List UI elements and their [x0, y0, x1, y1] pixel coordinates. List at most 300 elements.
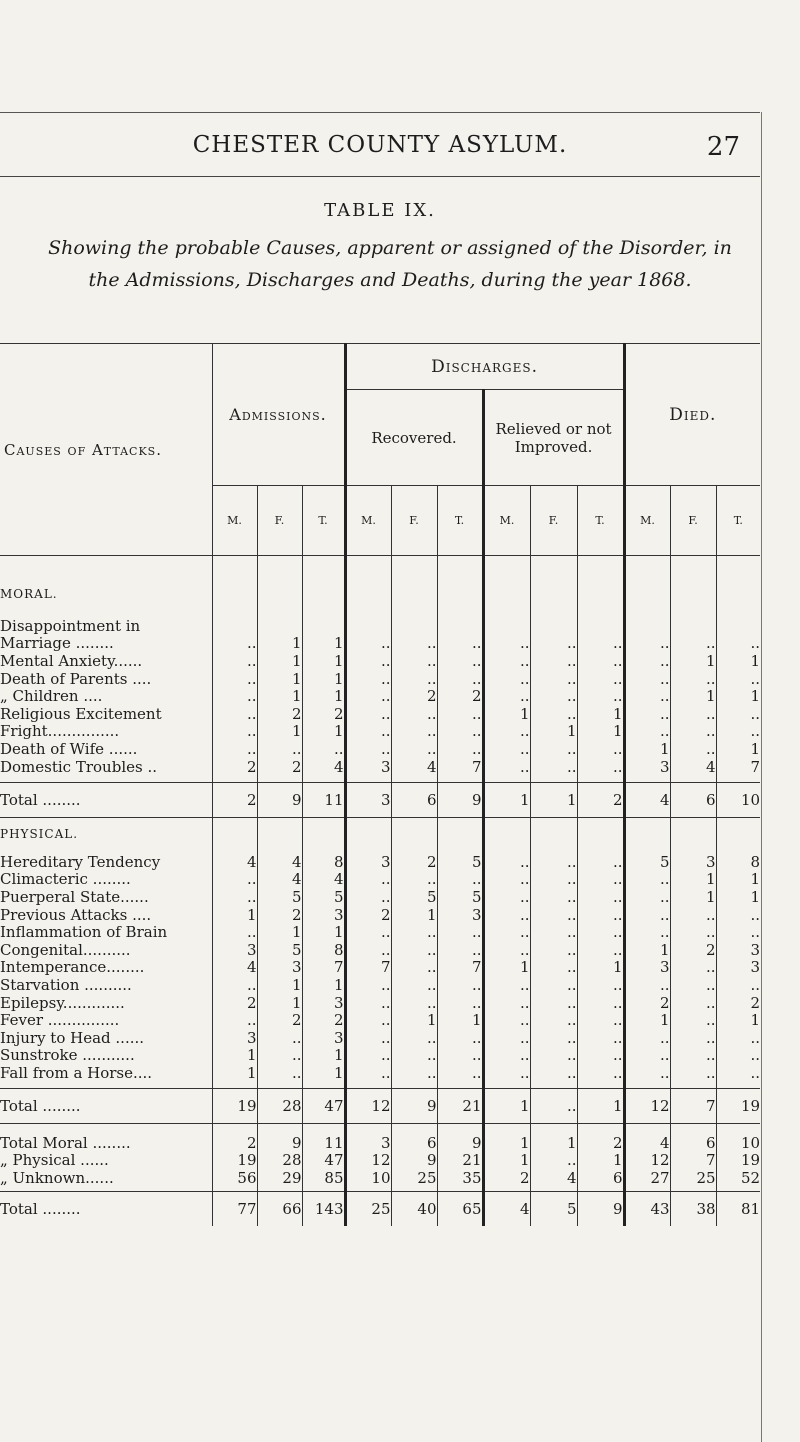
- cell-value: 11: [302, 782, 345, 817]
- summary-row: [0, 1169, 760, 1187]
- cell-value: ..: [437, 977, 483, 995]
- table-caption: Showing the probable Causes, apparent or assigned of the Disorder, in the Admissions, Discharges and Deaths, during the year 1868.: [48, 237, 732, 291]
- cell-value: 3: [302, 1029, 345, 1047]
- cell-value: 2: [302, 706, 345, 724]
- cell-value: 1: [577, 723, 624, 741]
- cell-value: ..: [212, 653, 257, 671]
- cell-value: 9: [391, 1152, 437, 1170]
- cell-value: ..: [391, 994, 437, 1012]
- cell-value: 1: [483, 959, 530, 977]
- cell-value: ..: [624, 977, 670, 995]
- row-label: Inflammation of Brain: [0, 923, 168, 942]
- cell-value: 56: [212, 1169, 257, 1187]
- row-label: Death of Parents ....: [0, 670, 152, 688]
- cell-value: 19: [716, 1089, 760, 1124]
- page-header: [0, 132, 760, 168]
- cell-value: 2: [257, 706, 302, 724]
- cell-value: 2: [391, 854, 437, 872]
- sub-died-t: T.: [716, 486, 760, 556]
- cell-value: 77: [212, 1192, 257, 1227]
- cell-value: ..: [577, 871, 624, 889]
- moral-heading-row: [0, 586, 760, 604]
- cell-value: [257, 618, 302, 636]
- cell-value: ..: [624, 723, 670, 741]
- cell-value: ..: [670, 1012, 716, 1030]
- sub-adm-m: M.: [212, 486, 257, 556]
- cell-value: 3: [212, 1029, 257, 1047]
- cell-value: 4: [212, 854, 257, 872]
- spacer-row: [0, 556, 760, 587]
- cell-value: 12: [624, 1152, 670, 1170]
- cell-value: ..: [345, 688, 391, 706]
- cell-value: ..: [391, 977, 437, 995]
- right-edge-rule: [761, 112, 762, 1442]
- sub-rec-m: M.: [345, 486, 391, 556]
- cell-value: ..: [670, 1065, 716, 1083]
- cell-value: ..: [483, 1012, 530, 1030]
- cell-value: 1: [577, 1089, 624, 1124]
- cell-value: ..: [483, 741, 530, 759]
- cell-value: 1: [257, 723, 302, 741]
- cell-value: ..: [212, 688, 257, 706]
- cell-value: ..: [483, 723, 530, 741]
- cell-value: 1: [391, 1012, 437, 1030]
- cell-value: ..: [483, 942, 530, 960]
- cell-value: 7: [437, 758, 483, 776]
- cell-value: ..: [530, 670, 577, 688]
- cell-value: ..: [670, 1029, 716, 1047]
- cell-value: ..: [716, 977, 760, 995]
- cell-value: ..: [345, 723, 391, 741]
- cell-value: ..: [391, 723, 437, 741]
- cell-value: 6: [670, 782, 716, 817]
- cell-value: 5: [624, 854, 670, 872]
- cell-value: 1: [257, 688, 302, 706]
- cell-value: 1: [716, 688, 760, 706]
- header-admissions: Admissions.: [212, 344, 345, 486]
- cell-value: ..: [577, 688, 624, 706]
- cell-value: 2: [257, 906, 302, 924]
- section-heading: MORAL.: [0, 587, 58, 602]
- cell-value: ..: [345, 653, 391, 671]
- cell-value: ..: [716, 723, 760, 741]
- cell-value: ..: [437, 994, 483, 1012]
- cell-value: 1: [577, 959, 624, 977]
- cell-value: 47: [302, 1089, 345, 1124]
- cell-value: ..: [670, 906, 716, 924]
- row-label: Climacteric ........: [0, 871, 131, 889]
- cell-value: ..: [437, 1047, 483, 1065]
- cell-value: ..: [257, 1047, 302, 1065]
- spacer-row: [0, 817, 760, 826]
- cell-value: ..: [391, 1047, 437, 1065]
- cell-value: ..: [483, 906, 530, 924]
- summary-row: [0, 1152, 760, 1170]
- cell-value: 81: [716, 1192, 760, 1227]
- cell-value: ..: [670, 924, 716, 942]
- cell-value: ..: [716, 635, 760, 653]
- cell-value: ..: [716, 670, 760, 688]
- cell-value: 1: [716, 889, 760, 907]
- cell-value: ..: [530, 994, 577, 1012]
- cell-value: 1: [212, 906, 257, 924]
- cell-value: ..: [624, 1065, 670, 1083]
- cell-value: ..: [483, 1029, 530, 1047]
- table-row: [0, 906, 760, 924]
- cell-value: ..: [624, 871, 670, 889]
- cell-value: ..: [716, 1047, 760, 1065]
- row-label: Starvation ..........: [0, 976, 132, 994]
- cell-value: ..: [437, 723, 483, 741]
- cell-value: 1: [257, 924, 302, 942]
- cell-value: ..: [345, 1047, 391, 1065]
- cell-value: ..: [577, 1065, 624, 1083]
- sub-rel-t: T.: [577, 486, 624, 556]
- cell-value: ..: [577, 977, 624, 995]
- cell-value: ..: [530, 959, 577, 977]
- cell-value: ..: [483, 889, 530, 907]
- cell-value: 65: [437, 1192, 483, 1227]
- cell-value: 4: [302, 871, 345, 889]
- cell-value: ..: [530, 706, 577, 724]
- table-row: [0, 1012, 760, 1030]
- table-row: [0, 924, 760, 942]
- cell-value: 12: [624, 1089, 670, 1124]
- cell-value: ..: [212, 741, 257, 759]
- cell-value: 1: [716, 1012, 760, 1030]
- sub-rel-f: F.: [530, 486, 577, 556]
- cell-value: 3: [716, 959, 760, 977]
- cell-value: 1: [624, 1012, 670, 1030]
- cell-value: 2: [212, 1134, 257, 1152]
- cell-value: ..: [483, 871, 530, 889]
- cell-value: ..: [345, 924, 391, 942]
- cell-value: 9: [577, 1192, 624, 1227]
- cell-value: 1: [257, 653, 302, 671]
- cell-value: ..: [670, 670, 716, 688]
- cell-value: 1: [391, 906, 437, 924]
- header-recovered: Recovered.: [345, 390, 483, 486]
- cell-value: 4: [624, 782, 670, 817]
- cell-value: [670, 618, 716, 636]
- cell-value: ..: [716, 706, 760, 724]
- table-row: [0, 723, 760, 741]
- table-row: [0, 959, 760, 977]
- cell-value: 12: [345, 1152, 391, 1170]
- row-label: Puerperal State......: [0, 888, 149, 907]
- cell-value: 38: [670, 1192, 716, 1227]
- table-row: [0, 741, 760, 759]
- cell-value: ..: [483, 1047, 530, 1065]
- cell-value: ..: [391, 670, 437, 688]
- cell-value: 1: [716, 653, 760, 671]
- cell-value: ..: [670, 994, 716, 1012]
- cell-value: 21: [437, 1152, 483, 1170]
- cell-value: 28: [257, 1152, 302, 1170]
- cell-value: 4: [483, 1192, 530, 1227]
- spacer-row: [0, 1124, 760, 1135]
- table-row: [0, 618, 760, 636]
- cell-value: 1: [530, 782, 577, 817]
- cell-value: 29: [257, 1169, 302, 1187]
- cell-value: [530, 618, 577, 636]
- cell-value: 19: [716, 1152, 760, 1170]
- row-label: Fright...............: [0, 723, 120, 741]
- cell-value: ..: [716, 1029, 760, 1047]
- cell-value: ..: [391, 1065, 437, 1083]
- cell-value: 35: [437, 1169, 483, 1187]
- cell-value: [483, 618, 530, 636]
- header-died: Died.: [624, 344, 760, 486]
- cell-value: ..: [530, 635, 577, 653]
- cell-value: ..: [302, 741, 345, 759]
- cell-value: ..: [212, 670, 257, 688]
- cell-value: ..: [530, 889, 577, 907]
- cell-value: ..: [530, 741, 577, 759]
- cell-value: ..: [345, 889, 391, 907]
- cell-value: ..: [483, 1065, 530, 1083]
- cell-value: 3: [716, 942, 760, 960]
- cell-value: ..: [437, 942, 483, 960]
- cell-value: 1: [530, 1134, 577, 1152]
- cell-value: 1: [483, 1152, 530, 1170]
- cell-value: 9: [437, 1134, 483, 1152]
- cell-value: ..: [577, 942, 624, 960]
- cell-value: 2: [257, 1012, 302, 1030]
- cell-value: 1: [257, 977, 302, 995]
- cell-value: ..: [345, 871, 391, 889]
- cell-value: ..: [577, 741, 624, 759]
- cell-value: ..: [530, 977, 577, 995]
- cell-value: ..: [345, 741, 391, 759]
- cell-value: 5: [437, 889, 483, 907]
- cell-value: ..: [345, 635, 391, 653]
- cell-value: 2: [257, 758, 302, 776]
- cell-value: ..: [670, 1047, 716, 1065]
- cell-value: ..: [530, 1047, 577, 1065]
- cell-value: 7: [670, 1152, 716, 1170]
- table-row: [0, 942, 760, 960]
- cell-value: 6: [391, 782, 437, 817]
- cell-value: 2: [302, 1012, 345, 1030]
- row-label: Disappointment in: [0, 617, 141, 635]
- cell-value: ..: [257, 1065, 302, 1083]
- cell-value: ..: [391, 653, 437, 671]
- cell-value: ..: [345, 670, 391, 688]
- cell-value: 1: [302, 723, 345, 741]
- cell-value: ..: [437, 1029, 483, 1047]
- section-heading: PHYSICAL.: [0, 827, 79, 842]
- cell-value: 25: [670, 1169, 716, 1187]
- cell-value: 4: [302, 758, 345, 776]
- cell-value: 1: [577, 1152, 624, 1170]
- row-label: Death of Wife ......: [0, 740, 138, 759]
- cell-value: ..: [716, 924, 760, 942]
- cell-value: ..: [624, 653, 670, 671]
- cell-value: 6: [670, 1134, 716, 1152]
- top-rule: [0, 112, 760, 113]
- cell-value: 1: [257, 635, 302, 653]
- cell-value: 3: [257, 959, 302, 977]
- cell-value: 85: [302, 1169, 345, 1187]
- running-head: CHESTER COUNTY ASYLUM.: [192, 132, 568, 158]
- cell-value: 7: [345, 959, 391, 977]
- row-label: Epilepsy.............: [0, 994, 125, 1012]
- cell-value: ..: [483, 635, 530, 653]
- cell-value: ..: [530, 871, 577, 889]
- cell-value: 1: [302, 977, 345, 995]
- table-row: [0, 1029, 760, 1047]
- cell-value: 9: [257, 782, 302, 817]
- cell-value: 25: [391, 1169, 437, 1187]
- row-label: Total Moral ........: [0, 1134, 131, 1152]
- cell-value: 2: [577, 782, 624, 817]
- sub-rec-t: T.: [437, 486, 483, 556]
- cell-value: ..: [437, 635, 483, 653]
- cell-value: 66: [257, 1192, 302, 1227]
- row-label: Fever ...............: [0, 1011, 120, 1030]
- cell-value: 1: [483, 1134, 530, 1152]
- cell-value: 6: [391, 1134, 437, 1152]
- header-causes: Causes of Attacks.: [0, 344, 212, 556]
- cell-value: 9: [257, 1134, 302, 1152]
- cell-value: ..: [530, 942, 577, 960]
- row-label: Total ........: [0, 1192, 212, 1227]
- cell-value: 21: [437, 1089, 483, 1124]
- cell-value: ..: [670, 723, 716, 741]
- cell-value: 2: [345, 906, 391, 924]
- moral-total-row: [0, 782, 760, 817]
- physical-total-row: [0, 1089, 760, 1124]
- cell-value: [577, 618, 624, 636]
- cell-value: ..: [530, 758, 577, 776]
- cell-value: ..: [483, 670, 530, 688]
- cell-value: 1: [577, 706, 624, 724]
- cell-value: 3: [345, 854, 391, 872]
- cell-value: 19: [212, 1152, 257, 1170]
- cell-value: ..: [483, 653, 530, 671]
- cell-value: 2: [212, 782, 257, 817]
- cell-value: 47: [302, 1152, 345, 1170]
- table-body: [0, 556, 760, 1227]
- row-label: Sunstroke ...........: [0, 1047, 135, 1065]
- cell-value: ..: [530, 1152, 577, 1170]
- cell-value: ..: [345, 977, 391, 995]
- table-row: [0, 653, 760, 671]
- cell-value: 4: [530, 1169, 577, 1187]
- cell-value: 1: [302, 670, 345, 688]
- cell-value: 1: [670, 688, 716, 706]
- table-row: [0, 1065, 760, 1083]
- cell-value: 3: [345, 782, 391, 817]
- cell-value: ..: [212, 977, 257, 995]
- row-label: Intemperance........: [0, 959, 145, 977]
- cell-value: ..: [483, 924, 530, 942]
- sub-died-f: F.: [670, 486, 716, 556]
- cell-value: 2: [437, 688, 483, 706]
- cell-value: 19: [212, 1089, 257, 1124]
- page-number: 27: [706, 132, 740, 162]
- cell-value: 1: [716, 871, 760, 889]
- cell-value: 1: [302, 924, 345, 942]
- cell-value: ..: [483, 977, 530, 995]
- cell-value: ..: [257, 1029, 302, 1047]
- sub-died-m: M.: [624, 486, 670, 556]
- cell-value: 3: [624, 959, 670, 977]
- cell-value: 1: [302, 688, 345, 706]
- cell-value: 3: [345, 758, 391, 776]
- cell-value: ..: [530, 906, 577, 924]
- cell-value: ..: [345, 1029, 391, 1047]
- cell-value: 11: [302, 1134, 345, 1152]
- cell-value: ..: [530, 1029, 577, 1047]
- cell-value: ..: [345, 994, 391, 1012]
- cell-value: ..: [212, 1012, 257, 1030]
- cell-value: ..: [437, 741, 483, 759]
- cell-value: ..: [716, 1065, 760, 1083]
- row-label: Previous Attacks ....: [0, 906, 152, 924]
- cell-value: 3: [302, 994, 345, 1012]
- cell-value: 3: [437, 906, 483, 924]
- cell-value: 3: [345, 1134, 391, 1152]
- row-label: „ Children ....: [0, 687, 103, 706]
- header-rule: [0, 176, 760, 177]
- cell-value: ..: [577, 1012, 624, 1030]
- cell-value: [302, 618, 345, 636]
- cell-value: [391, 618, 437, 636]
- cell-value: ..: [577, 854, 624, 872]
- table-row: [0, 1047, 760, 1065]
- row-label: Injury to Head ......: [0, 1029, 145, 1047]
- cell-value: ..: [391, 706, 437, 724]
- cell-value: ..: [577, 906, 624, 924]
- cell-value: ..: [212, 871, 257, 889]
- cell-value: ..: [437, 706, 483, 724]
- cell-value: 9: [437, 782, 483, 817]
- cell-value: ..: [212, 924, 257, 942]
- cell-value: 52: [716, 1169, 760, 1187]
- row-label: „ Unknown......: [0, 1169, 114, 1187]
- table-row: [0, 670, 760, 688]
- cell-value: 7: [437, 959, 483, 977]
- cell-value: 3: [670, 854, 716, 872]
- cell-value: 1: [212, 1065, 257, 1083]
- cell-value: 2: [670, 942, 716, 960]
- row-label: Fall from a Horse....: [0, 1064, 153, 1082]
- cell-value: 8: [302, 854, 345, 872]
- header-relieved: Relieved or not Improved.: [483, 390, 624, 486]
- cell-value: 5: [257, 942, 302, 960]
- cell-value: 1: [670, 889, 716, 907]
- cell-value: 4: [257, 871, 302, 889]
- row-label: Hereditary Tendency: [0, 853, 161, 871]
- cell-value: 1: [257, 994, 302, 1012]
- cell-value: ..: [530, 854, 577, 872]
- cell-value: ..: [345, 706, 391, 724]
- cell-value: 1: [670, 871, 716, 889]
- cell-value: [345, 618, 391, 636]
- cell-value: 2: [212, 758, 257, 776]
- cell-value: 27: [624, 1169, 670, 1187]
- cell-value: ..: [624, 670, 670, 688]
- cell-value: ..: [530, 1065, 577, 1083]
- cell-value: ..: [624, 924, 670, 942]
- cell-value: 1: [302, 1065, 345, 1083]
- cell-value: ..: [437, 924, 483, 942]
- cell-value: ..: [530, 653, 577, 671]
- row-label: Total ........: [0, 1089, 212, 1124]
- cell-value: 1: [302, 653, 345, 671]
